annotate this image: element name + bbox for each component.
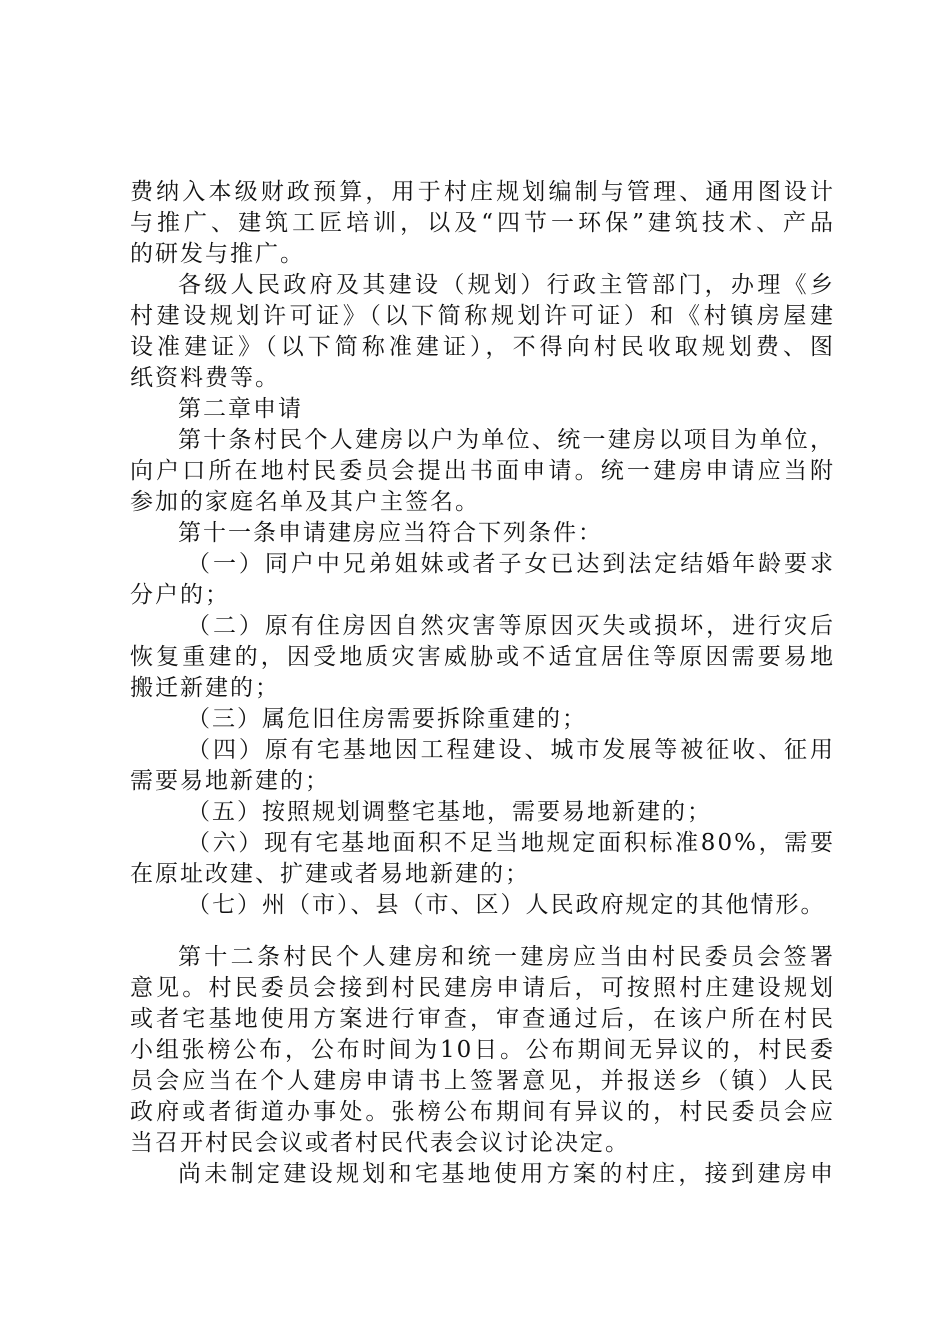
list-item: （六）现有宅基地面积不足当地规定面积标准80%，需要 [187, 830, 835, 856]
list-item: （四）原有宅基地因工程建设、城市发展等被征收、征用 [187, 737, 835, 763]
text-line: 或者宅基地使用方案进行审查，审查通过后，在该户所在村民 [130, 1006, 835, 1032]
text-line: 第十二条村民个人建房和统一建房应当由村民委员会签署 [178, 944, 835, 970]
text-line: 政府或者街道办事处。张榜公布期间有异议的，村民委员会应 [130, 1099, 835, 1125]
text-line: 参加的家庭名单及其户主签名。 [130, 489, 480, 515]
list-item: （二）原有住房因自然灾害等原因灭失或损坏，进行灾后 [187, 613, 835, 639]
text-line: 分户的； [130, 582, 230, 608]
text-line: 需要易地新建的； [130, 768, 330, 794]
text-line: 设准建证》（以下简称准建证），不得向村民收取规划费、图 [130, 334, 835, 360]
list-item: （五）按照规划调整宅基地，需要易地新建的； [187, 799, 712, 825]
text-line: 各级人民政府及其建设（规划）行政主管部门，办理《乡 [178, 272, 835, 298]
text-line: 在原址改建、扩建或者易地新建的； [130, 861, 530, 887]
text-line: 的研发与推广。 [130, 241, 305, 267]
text-line: 当召开村民会议或者村民代表会议讨论决定。 [130, 1130, 630, 1156]
list-item: （七）州（市）、县（市、区）人民政府规定的其他情形。 [187, 892, 826, 918]
list-item: （一）同户中兄弟姐妹或者子女已达到法定结婚年龄要求 [187, 551, 835, 577]
text-line: 纸资料费等。 [130, 365, 280, 391]
text-line: 员会应当在个人建房申请书上签署意见，并报送乡（镇）人民 [130, 1068, 835, 1094]
text-line: 恢复重建的，因受地质灾害威胁或不适宜居住等原因需要易地 [130, 644, 835, 670]
text-line: 费纳入本级财政预算，用于村庄规划编制与管理、通用图设计 [130, 179, 835, 205]
text-line: 向户口所在地村民委员会提出书面申请。统一建房申请应当附 [130, 458, 835, 484]
text-line: 与推广、建筑工匠培训，以及“四节一环保”建筑技术、产品 [130, 210, 835, 236]
text-line: 意见。村民委员会接到村民建房申请后，可按照村庄建设规划 [130, 975, 835, 1001]
text-line: 搬迁新建的； [130, 675, 280, 701]
text-line: 村建设规划许可证》（以下简称规划许可证）和《村镇房屋建 [130, 303, 835, 329]
text-line: 第十一条申请建房应当符合下列条件： [178, 520, 603, 546]
text-line: 小组张榜公布，公布时间为10日。公布期间无异议的，村民委 [130, 1037, 835, 1063]
text-line: 尚未制定建设规划和宅基地使用方案的村庄，接到建房申 [178, 1161, 835, 1187]
chapter-heading: 第二章申请 [178, 396, 303, 422]
text-line: 第十条村民个人建房以户为单位、统一建房以项目为单位， [178, 427, 835, 453]
list-item: （三）属危旧住房需要拆除重建的； [187, 706, 587, 732]
